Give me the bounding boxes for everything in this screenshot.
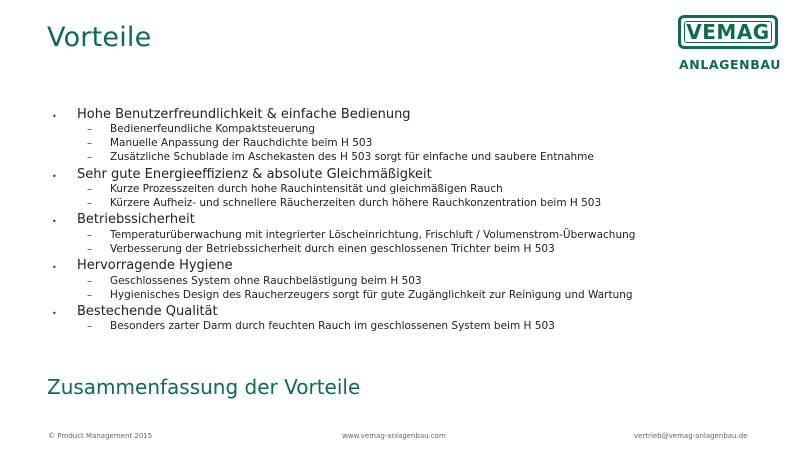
dash-marker: – (87, 244, 92, 255)
bullet-marker: • (52, 112, 57, 121)
summary-heading: Zusammenfassung der Vorteile (47, 375, 361, 399)
dash-marker: – (87, 152, 92, 163)
section-heading: Sehr gute Energieeffizienz & absolute Gleichmäßigkeit (77, 167, 432, 182)
dash-marker: – (87, 124, 92, 135)
dash-marker: – (87, 184, 92, 195)
bullet-marker: • (52, 309, 57, 318)
bullet-marker: • (52, 263, 57, 272)
sub-item: Temperaturüberwachung mit integrierter Löscheinrichtung, Frischluft / Volumenstrom-Überwachung (110, 229, 636, 241)
footer-email-link[interactable]: vertrieb@vemag-anlagenbau.de (634, 432, 748, 440)
logo-subtitle: ANLAGENBAU (678, 57, 781, 72)
sub-item: Verbesserung der Betriebssicherheit durch einen geschlossenen Trichter beim H 503 (110, 243, 555, 255)
bullet-marker: • (52, 172, 57, 181)
section-heading: Bestechende Qualität (77, 304, 218, 319)
sub-item: Manuelle Anpassung der Rauchdichte beim H 503 (110, 137, 373, 149)
slide-title: Vorteile (47, 22, 152, 53)
sub-item: Kürzere Aufheiz- und schnellere Räucherzeiten durch höhere Rauchkonzentration beim H 503 (110, 197, 602, 209)
logo-word: VEMAG (686, 20, 770, 44)
dash-marker: – (87, 230, 92, 241)
dash-marker: – (87, 198, 92, 209)
dash-marker: – (87, 138, 92, 149)
sub-item: Besonders zarter Darm durch feuchten Rauch im geschlossenen System beim H 503 (110, 320, 555, 332)
dash-marker: – (87, 290, 92, 301)
sub-item: Geschlossenes System ohne Rauchbelästigung beim H 503 (110, 275, 422, 287)
sub-item: Hygienisches Design des Raucherzeugers sorgt für gute Zugänglichkeit zur Reinigung und Wartung (110, 289, 633, 301)
section-heading: Betriebssicherheit (77, 212, 195, 227)
footer-website-link[interactable]: www.vemag-anlagenbau.com (342, 432, 446, 440)
sub-item: Zusätzliche Schublade im Aschekasten des H 503 sorgt für einfache und saubere Entnahme (110, 151, 594, 163)
dash-marker: – (87, 321, 92, 332)
vemag-logo (676, 15, 784, 75)
dash-marker: – (87, 276, 92, 287)
section-heading: Hervorragende Hygiene (77, 258, 233, 273)
bullet-marker: • (52, 217, 57, 226)
logo-frame (678, 15, 778, 49)
section-heading: Hohe Benutzerfreundlichkeit & einfache Bedienung (77, 107, 411, 122)
footer-copyright: © Product Management 2015 (48, 432, 153, 440)
sub-item: Bedienerfeundliche Kompaktsteuerung (110, 123, 316, 135)
sub-item: Kurze Prozesszeiten durch hohe Rauchintensität und gleichmäßigen Rauch (110, 183, 503, 195)
